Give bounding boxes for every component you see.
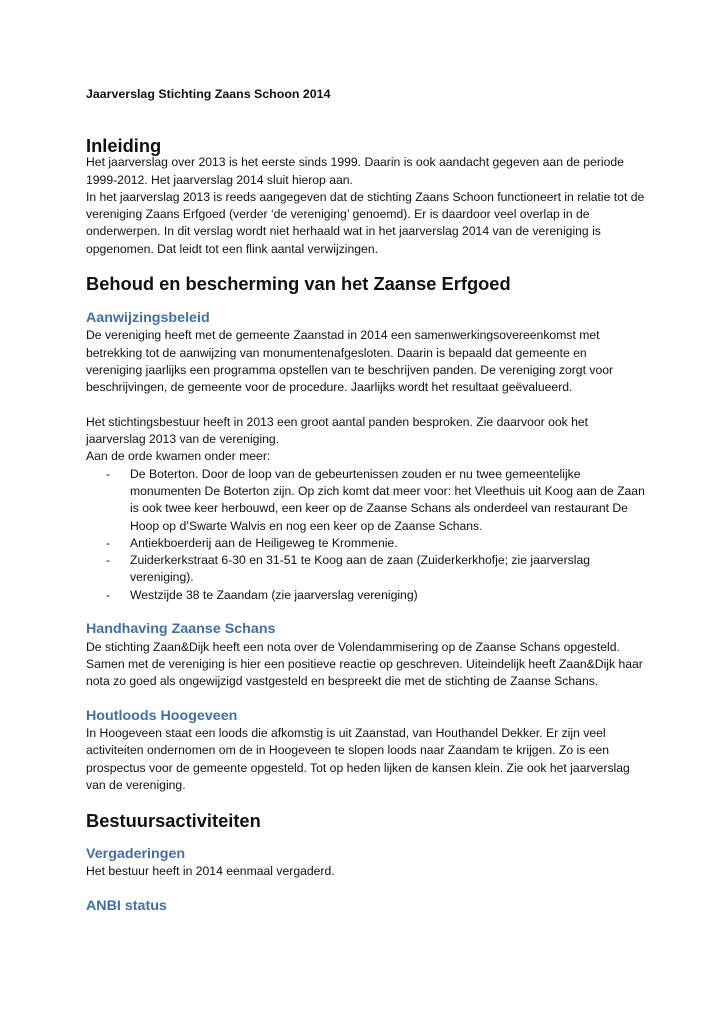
subsection-handhaving bbox=[86, 621, 646, 690]
list-item: - Antiekboerderij aan de Heiligeweg te Krommenie. bbox=[86, 535, 646, 552]
section-behoud bbox=[86, 275, 646, 794]
bullet-list bbox=[86, 466, 646, 604]
list-intro: Aan de orde kwamen onder meer: bbox=[86, 449, 271, 464]
list-item: - Westzijde 38 te Zaandam (zie jaarverslag vereniging) bbox=[86, 587, 646, 604]
subsection-vergaderingen bbox=[86, 846, 646, 881]
section-heading: Bestuursactiviteiten bbox=[86, 809, 261, 831]
paragraph: Het stichtingsbestuur heeft in 2013 een groot aantal panden besproken. Zie daarvoor ook het jaarverslag 2013 van de vereniging. bbox=[86, 414, 589, 447]
document-title: Jaarverslag Stichting Zaans Schoon 2014 bbox=[86, 87, 331, 101]
paragraph: Het jaarverslag over 2013 is het eerste sinds 1999. Daarin is ook aandacht gegeven aan de periode 1999-2012. Het jaarverslag 2014 sluit hierop aan. bbox=[86, 155, 624, 187]
subsection-heading: ANBI status bbox=[86, 898, 167, 915]
subsection-heading: Handhaving Zaanse Schans bbox=[86, 621, 276, 638]
paragraph: In Hoogeveen staat een loods die afkomstig is uit Zaanstad, van Houthandel Dekker. Er zijn veel activiteiten ondernomen om de in Hoogeveen te slopen loods naar Zaandam te krijgen. Zo is een prospectus voor de gemeente opgesteld. Tot op heden lijken de kansen klein. Zie ook het jaarverslag van de vereniging. bbox=[86, 726, 630, 792]
section-bestuur bbox=[86, 809, 646, 916]
subsection-aanwijzingsbeleid bbox=[86, 310, 646, 604]
subsection-heading: Aanwijzingsbeleid bbox=[86, 309, 210, 326]
subsection-houtloods bbox=[86, 708, 646, 794]
paragraph: De stichting Zaan&Dijk heeft een nota over de Volendammisering op de Zaanse Schans opgesteld. Samen met de vereniging is hier een positieve reactie op geschreven. Uiteindelijk heeft Zaan&Dijk haar nota zo goed als ongewijzigd vastgesteld en bespreekt die met de stichting de Zaanse Schans. bbox=[86, 639, 643, 689]
paragraph: Het bestuur heeft in 2014 eenmaal vergaderd. bbox=[86, 864, 335, 879]
subsection-heading: Houtloods Hoogeveen bbox=[86, 707, 238, 724]
list-item: - Zuiderkerkstraat 6-30 en 31-51 te Koog aan de zaan (Zuiderkerkhofje; zie jaarverslag vereniging). bbox=[86, 552, 646, 587]
paragraph: In het jaarverslag 2013 is reeds aangegeven dat de stichting Zaans Schoon functioneert in relatie tot de vereniging Zaans Erfgoed (verder ‘de vereniging’ genoemd). Er is daardoor veel overlap in de onderwerpen. In dit verslag wordt niet herhaald wat in het jaarverslag 2014 van de vereniging is opgenomen. Dat leidt tot een flink aantal verwijzingen. bbox=[86, 189, 645, 256]
document-page bbox=[86, 86, 646, 915]
subsection-anbi bbox=[86, 898, 646, 915]
list-item: - De Boterton. Door de loop van de gebeurtenissen zouden er nu twee gemeentelijke monumenten De Boterton zijn. Op zich komt dat meer voor: het Vleethuis uit Koog aan de Zaan is ook twee keer herbouwd, een keer op de Zaanse Schans als onderdeel van restaurant De Hoop op d’Swarte Walvis en nog een keer op de Zaanse Schans. bbox=[86, 466, 646, 535]
section-inleiding bbox=[86, 137, 646, 258]
paragraph: De vereniging heeft met de gemeente Zaanstad in 2014 een samenwerkingsovereenkomst met betrekking tot de aanwijzing van monumentenafgesloten. Daarin is bepaald dat gemeente en vereniging jaarlijks een programma opstellen van te beschrijven panden. De vereniging zorgt voor beschrijvingen, de gemeente voor de procedure. Jaarlijks wordt het resultaat geëvalueerd. bbox=[86, 328, 614, 395]
section-heading: Behoud en bescherming van het Zaanse Erfgoed bbox=[86, 273, 511, 295]
section-heading: Inleiding bbox=[86, 135, 162, 156]
subsection-heading: Vergaderingen bbox=[86, 846, 186, 863]
